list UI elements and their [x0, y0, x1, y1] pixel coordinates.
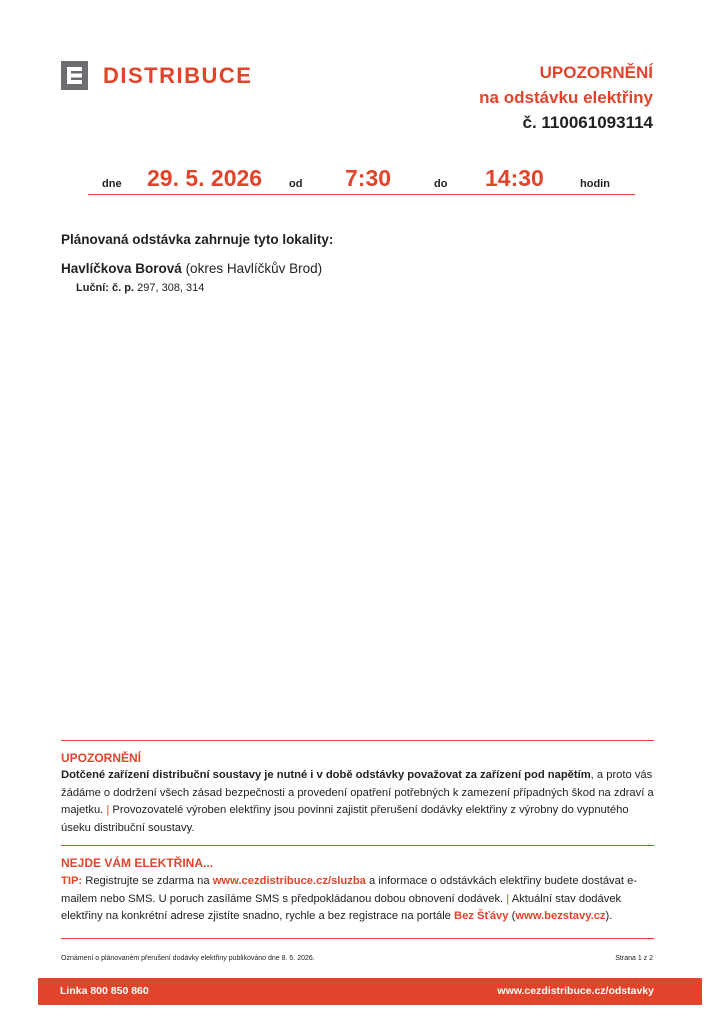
divider [61, 740, 654, 741]
warning-separator: | [103, 804, 113, 816]
portal-name: Bez Šťávy [454, 910, 509, 922]
cez-logo-icon [61, 61, 88, 90]
locality-town [61, 261, 322, 276]
warning-text-1: , a proto vás žádáme o dodržení všech zásad bezpečnosti a provedení opatření potřebných k zamezení případných škod na zdraví a majetku. [61, 769, 654, 816]
tip-text-4: ( [508, 910, 516, 922]
tip-text-3: Aktuální stav dodávek elektřiny na konkrétní adrese zjistíte snadno, rychle a bez registrace na portále [61, 892, 622, 922]
notice-title [479, 60, 653, 135]
notice-line-2: na odstávku elektřiny [479, 88, 653, 107]
street-label: Luční: č. p. [76, 282, 135, 294]
published-note: Oznámení o plánovaném přerušení dodávky elektřiny publikováno dne 8. 5. 2026. [61, 955, 315, 962]
divider [61, 845, 654, 846]
tip-text-1: Registrujte se zdarma na [82, 875, 213, 887]
town-district: (okres Havlíčkův Brod) [181, 261, 323, 276]
to-label: do [434, 178, 448, 190]
warning-bold-text: Dotčené zařízení distribuční soustavy je nutné i v době odstávky považovat za zařízení pod napětím [61, 769, 591, 781]
page-number: Strana 1 z 2 [615, 955, 653, 962]
localities-heading: Plánovaná odstávka zahrnuje tyto lokality: [61, 232, 334, 247]
tip-text [61, 873, 661, 926]
tip-text-5: ). [605, 910, 613, 922]
notice-line-1: UPOZORNĚNÍ [539, 63, 653, 82]
outage-from-time: 7:30 [345, 165, 392, 191]
hotline-number: Linka 800 850 860 [60, 985, 149, 997]
tip-text-2: a informace o odstávkách elektřiny budete dostávat e-mailem nebo SMS. U poruch zasíláme SMS s předpokládanou dobou obnovení dodávek. [61, 875, 638, 905]
warning-text [61, 767, 661, 837]
outages-url[interactable]: www.cezdistribuce.cz/odstavky [497, 985, 654, 997]
divider [61, 938, 654, 939]
date-label: dne [102, 178, 122, 190]
outage-to-time: 14:30 [485, 165, 544, 191]
footer-bar [38, 978, 702, 1005]
town-name: Havlíčkova Borová [61, 261, 182, 276]
bezstavy-link[interactable]: www.bezstavy.cz [515, 910, 606, 922]
hours-label: hodin [580, 178, 610, 190]
brand-name: DISTRIBUCE [103, 63, 253, 88]
outage-date-line [88, 166, 635, 195]
street-numbers: 297, 308, 314 [134, 282, 205, 294]
locality-street [76, 282, 204, 294]
service-link[interactable]: www.cezdistribuce.cz/sluzba [212, 875, 366, 887]
outage-date: 29. 5. 2026 [147, 165, 263, 191]
tip-separator: | [503, 892, 512, 905]
tip-label: TIP: [61, 875, 83, 887]
warning-text-2: Provozovatelé výroben elektřiny jsou povinni zajistit přerušení dodávky elektřiny z výrobny do vypnutého úseku distribuční soustavy. [61, 804, 629, 834]
from-label: od [289, 178, 303, 190]
warning-title: UPOZORNĚNÍ [61, 751, 142, 765]
tip-title: NEJDE VÁM ELEKTŘINA... [61, 856, 214, 870]
notice-number: č. 110061093114 [522, 113, 653, 132]
